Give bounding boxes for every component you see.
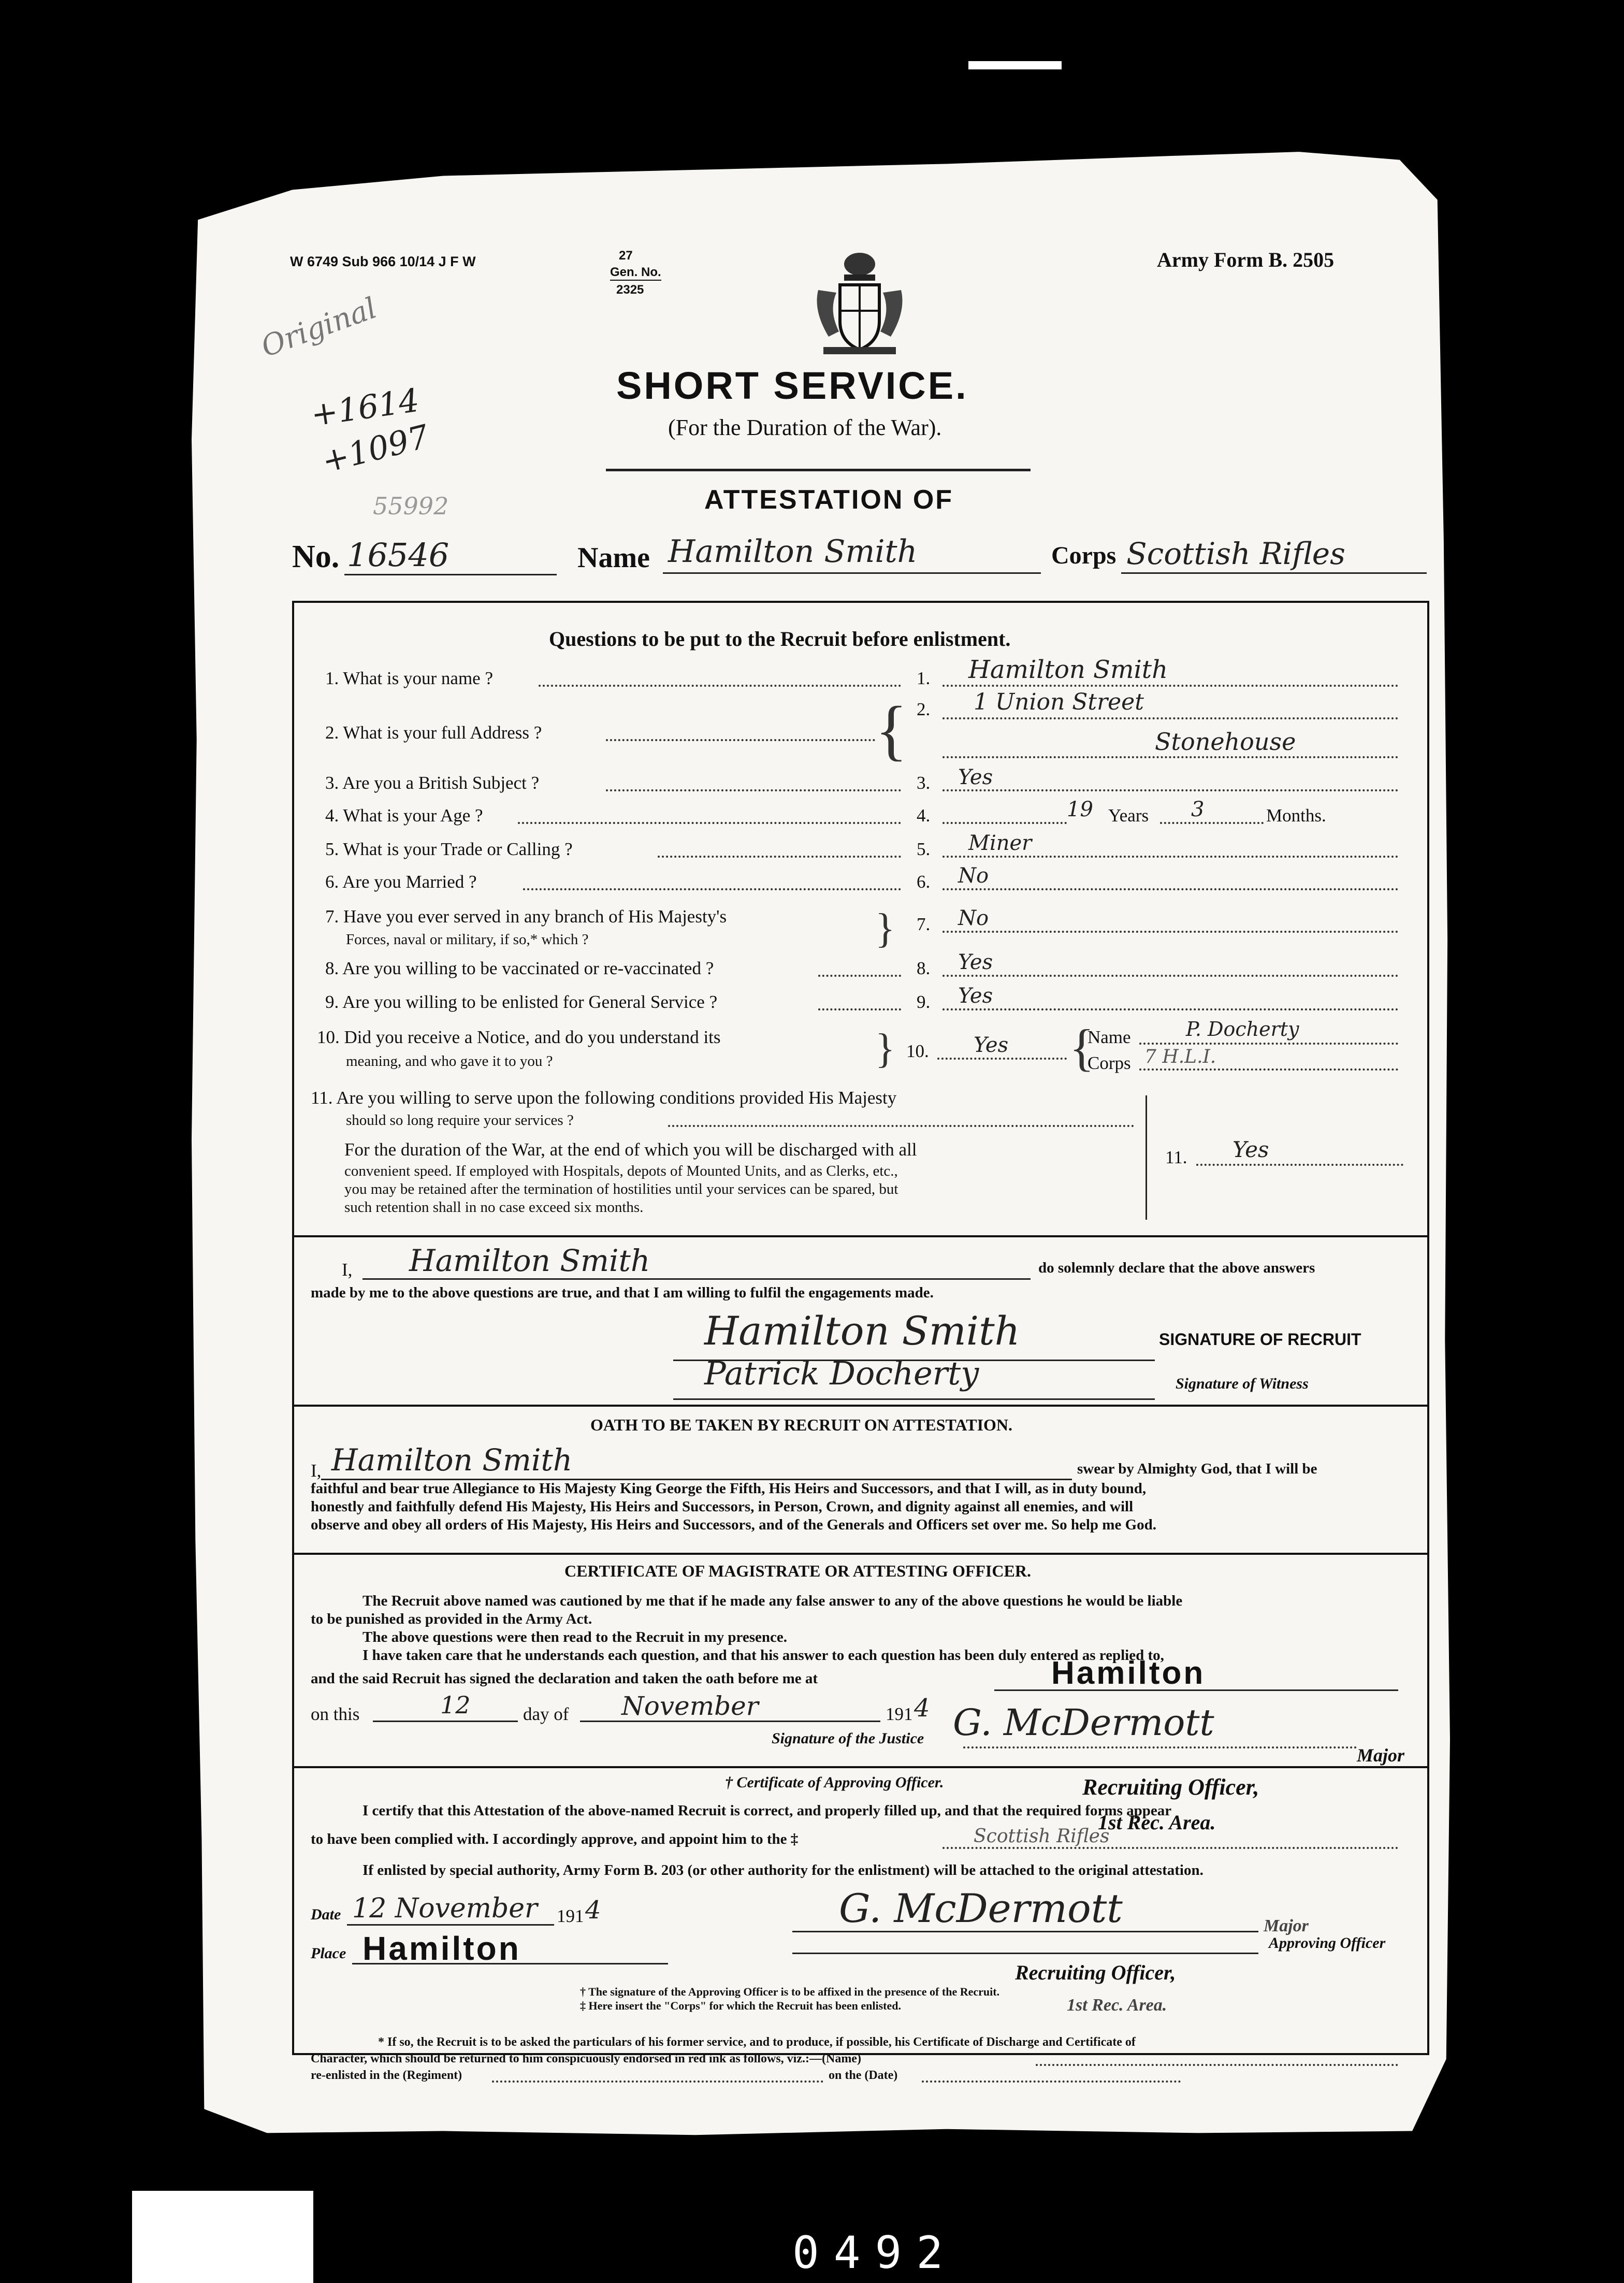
date-year-suffix: 4 [585,1896,601,1925]
approving-line-1: I certify that this Attestation of the above-named Recruit is correct, and properly filled up, and that the required forms appear [363,1802,1172,1819]
name-value: Hamilton Smith [668,533,918,570]
answer-10-brace: { [1069,1019,1094,1076]
approving-note-1: † The signature of the Approving Officer is to be affixed in the presence of the Recruit. [580,1985,1000,1998]
title-rule [606,469,1031,471]
approving-divider [292,1766,1427,1768]
answer-4-years-value: 19 [1067,798,1093,821]
question-6: 6. Are you Married ? [325,872,477,892]
declaration-divider [292,1235,1427,1237]
witness-signature-label: Signature of Witness [1176,1375,1309,1392]
approving-note-2: ‡ Here insert the "Corps" for which the Recruit has been enlisted. [580,1999,901,2012]
magistrate-divider [292,1553,1427,1555]
number-value: 16546 [347,536,450,574]
justice-signature-label: Signature of the Justice [772,1730,924,1747]
question-1-leader [539,685,901,687]
oath-divider [292,1405,1427,1407]
attestation-heading: ATTESTATION OF [704,485,954,515]
approving-officer-label: Approving Officer [1269,1934,1386,1952]
question-4-leader [518,822,901,824]
question-1: 1. What is your name ? [325,668,493,688]
declaration-i: I, [342,1260,353,1280]
month-line [580,1721,880,1722]
recruiting-officer-stamp-2: Recruiting Officer, [1015,1961,1176,1984]
place-value-line [352,1963,668,1964]
day-value: 12 [440,1691,471,1719]
on-this-label: on this [311,1704,360,1724]
magistrate-paragraph-4: I have taken care that he understands each question, and that his answer to each question has been duly entered as replied to, [363,1647,1164,1664]
question-2-brace: { [875,693,908,768]
question-11-leader [668,1125,1134,1127]
question-8-leader [818,975,901,977]
answer-10-number: 10. [906,1041,929,1061]
declaration-name: Hamilton Smith [409,1243,650,1278]
question-11-line-1: 11. Are you willing to serve upon the following conditions provided His Majesty [311,1088,897,1108]
name-underline [663,572,1041,574]
answer-4-number: 4. [917,805,931,826]
question-9: 9. Are you willing to be enlisted for General Service ? [325,992,718,1012]
question-11-condition-1: For the duration of the War, at the end of which you will be discharged with all [344,1139,917,1160]
appointed-corps-value: Scottish Rifles [974,1826,1110,1847]
answer-7-value: No [958,906,989,930]
footnote-date-line [922,2080,1181,2083]
question-2-leader [606,739,875,741]
oath-heading: OATH TO BE TAKEN BY RECRUIT ON ATTESTATION. [590,1415,1013,1434]
answer-5-number: 5. [917,839,931,859]
answer-4-months-label: Months. [1266,805,1326,826]
answer-2-line-2: Stonehouse [1155,728,1296,756]
recruit-signature: Hamilton Smith [704,1308,1020,1354]
recruit-signature-label: SIGNATURE OF RECRUIT [1159,1330,1361,1349]
answer-4-years-line [943,822,1067,824]
date-label: Date [311,1906,341,1923]
question-7-brace: } [875,906,895,951]
approving-officer-rank: Major [1264,1916,1309,1935]
army-form-number: Army Form B. 2505 [1157,248,1335,271]
question-3: 3. Are you a British Subject ? [325,773,540,793]
question-10-line-1: 10. Did you receive a Notice, and do you understand its [317,1027,721,1047]
gen-label: Gen. No. [610,265,661,281]
date-line [347,1924,554,1926]
question-2: 2. What is your full Address ? [325,723,542,743]
answer-8-value: Yes [958,950,993,974]
date-value: 12 November [352,1893,538,1924]
approving-officer-signature: G. McDermott [839,1885,1123,1931]
footnote-line-1: * If so, the Recruit is to be asked the particulars of his former service, and to produce, if possible, his Certificate of Discharge and Certificate of [378,2035,1136,2049]
form-title: SHORT SERVICE. [616,364,968,407]
footnote-name-line [1036,2064,1398,2066]
justice-rank: Major [1357,1745,1405,1766]
magistrate-paragraph-5: and the said Recruit has signed the declaration and taken the oath before me at [311,1670,818,1687]
answer-7-number: 7. [917,914,931,934]
question-10-line-2: meaning, and who gave it to you ? [346,1053,553,1070]
answer-10-value: Yes [974,1033,1009,1057]
answer-11-value: Yes [1232,1137,1269,1162]
royal-coat-of-arms-icon [808,249,911,357]
approving-line-3: If enlisted by special authority, Army Form B. 203 (or other authority for the enlistment) will be attached to the original attestation. [363,1862,1204,1879]
question-11-condition-2: convenient speed. If employed with Hospitals, depots of Mounted Units, and as Clerks, etc., [344,1163,898,1179]
approving-line-2: to have been complied with. I accordingly approve, and appoint him to the ‡ [311,1831,799,1847]
footnote-line-3: re-enlisted in the (Regiment) [311,2069,462,2082]
answer-10-corps-label: Corps [1088,1053,1131,1073]
answer-1-line [943,685,1398,687]
gen-top: 27 [619,249,633,263]
place-label: Place [311,1945,346,1962]
answer-10-name-line [1139,1043,1398,1045]
question-11-condition-3: you may be retained after the termination of hostilities until your services can be spared, but [344,1181,898,1197]
approving-officer-signature-line-2 [792,1953,1258,1954]
appointed-corps-line [943,1847,1398,1849]
declaration-name-line [363,1278,1031,1280]
questions-heading: Questions to be put to the Recruit before enlistment. [549,627,1011,651]
print-code: W 6749 Sub 966 10/14 J F W [290,254,476,269]
approving-heading: † Certificate of Approving Officer. [725,1774,944,1791]
question-7-line-1: 7. Have you ever served in any branch of His Majesty's [325,906,727,927]
day-line [373,1721,518,1722]
witness-signature-line [673,1398,1155,1400]
gen-number: 2325 [616,283,644,297]
place-line [994,1689,1398,1691]
answer-3-number: 3. [917,773,931,793]
oath-line-3: honestly and faithfully defend His Majesty, His Heirs and Successors, in Person, Crown, and dignity against all enemies, and will [311,1498,1134,1515]
question-10-brace: } [875,1026,895,1072]
oath-line-2: faithful and bear true Allegiance to His Majesty King George the Fifth, His Heirs and Successors, and that I will, as in duty bound, [311,1480,1147,1497]
justice-signature-line [963,1746,1357,1749]
question-4: 4. What is your Age ? [325,805,483,826]
number-underline [344,574,557,575]
frame-number: 0492 [792,2227,958,2279]
approving-officer-signature-line [792,1931,1258,1932]
recruiting-officer-stamp: Recruiting Officer, [1082,1774,1259,1800]
declaration-text-1: do solemnly declare that the above answers [1038,1260,1315,1276]
recruiting-area-stamp-2: 1st Rec. Area. [1067,1996,1167,2015]
answer-8-number: 8. [917,958,931,978]
justice-signature: G. McDermott [953,1701,1214,1744]
answer-10-name-label: Name [1088,1027,1131,1047]
month-value: November [621,1691,759,1721]
question-7-line-2: Forces, naval or military, if so,* which ? [346,931,589,948]
oath-i: I, [311,1461,322,1481]
answer-2-line-1: 1 Union Street [974,689,1144,715]
answer-10-name-value: P. Docherty [1186,1018,1299,1041]
answer-3-value: Yes [958,765,993,789]
corps-value: Scottish Rifles [1126,536,1345,571]
answer-8-line [943,975,1398,977]
recruiting-area-stamp: 1st Rec. Area. [1098,1811,1216,1834]
name-label: Name [577,542,650,574]
question-11-bracket [1146,1095,1147,1220]
answer-11-number: 11. [1165,1147,1187,1167]
corps-underline [1121,572,1427,574]
question-11-condition-4: such retention shall in no case exceed six months. [344,1199,644,1216]
corps-label: Corps [1051,542,1116,569]
answer-9-value: Yes [958,984,993,1008]
annotation-number-2: +1097 [318,417,433,481]
answer-9-line [943,1008,1398,1010]
question-11-line-2: should so long require your services ? [346,1112,574,1129]
magistrate-heading: CERTIFICATE OF MAGISTRATE OR ATTESTING OFFICER. [564,1562,1031,1580]
answer-2-number: 2. [917,699,931,719]
magistrate-paragraph-3: The above questions were then read to the Recruit in my presence. [363,1629,787,1645]
magistrate-paragraph-2: to be punished as provided in the Army Act. [311,1611,592,1627]
question-3-leader [606,789,901,791]
film-edge-mark [968,61,1062,69]
question-6-leader [523,888,901,890]
question-8: 8. Are you willing to be vaccinated or re-vaccinated ? [325,958,714,978]
place-stamp: Hamilton [1051,1655,1206,1691]
answer-2-line-1-rule [943,717,1398,719]
place-value: Hamilton [363,1930,521,1967]
answer-10-corps-value: 7 H.L.I. [1144,1046,1216,1067]
oath-name: Hamilton Smith [331,1442,573,1478]
answer-10-line [937,1058,1067,1060]
answer-6-value: No [958,864,989,888]
answer-5-line [943,856,1398,858]
footnote-regiment-line [492,2080,823,2083]
answer-4-years-label: Years [1108,805,1149,826]
footnote-line-3-end: on the (Date) [829,2069,898,2082]
answer-5-value: Miner [968,831,1032,855]
annotation-number-3: 55992 [373,492,449,520]
answer-4-months-value: 3 [1191,798,1205,821]
answer-9-number: 9. [917,992,931,1012]
answer-7-line [943,931,1398,933]
footnote-line-2: Character, which should be returned to him conspicuously endorsed in red ink as follows, viz.:—(Name) [311,2052,861,2065]
answer-1-name: Hamilton Smith [968,655,1168,684]
oath-line-4: observe and obey all orders of His Majesty, His Heirs and Successors, and of the Generals and Officers set over me. So help me God. [311,1516,1157,1533]
year-prefix: 191 [886,1704,913,1724]
annotation-number-1: +1614 [308,381,422,434]
answer-6-number: 6. [917,872,931,892]
answer-3-line [943,789,1398,791]
magistrate-paragraph-1: The Recruit above named was cautioned by me that if he made any false answer to any of the above questions he would be liable [363,1593,1183,1609]
answer-11-line [1196,1164,1403,1166]
oath-line-1-end: swear by Almighty God, that I will be [1077,1461,1317,1477]
answer-2-line-2-rule [943,756,1398,758]
answer-4-months-line [1160,822,1264,824]
answer-1-number: 1. [917,668,931,688]
witness-signature: Patrick Docherty [704,1354,979,1392]
question-5: 5. What is your Trade or Calling ? [325,839,573,859]
day-of-label: day of [523,1704,569,1724]
original-annotation: Original [256,291,381,364]
form-subtitle: (For the Duration of the War). [668,415,942,440]
film-leader-block [132,2191,313,2283]
question-5-leader [658,856,901,858]
answer-10-corps-line [1139,1068,1398,1071]
question-9-leader [818,1008,901,1010]
number-label: No. [292,539,340,574]
date-year-prefix: 191 [557,1906,584,1926]
declaration-text-2: made by me to the above questions are true, and that I am willing to fulfil the engagements made. [311,1284,934,1301]
year-suffix: 4 [914,1694,930,1723]
answer-6-line [943,888,1398,890]
